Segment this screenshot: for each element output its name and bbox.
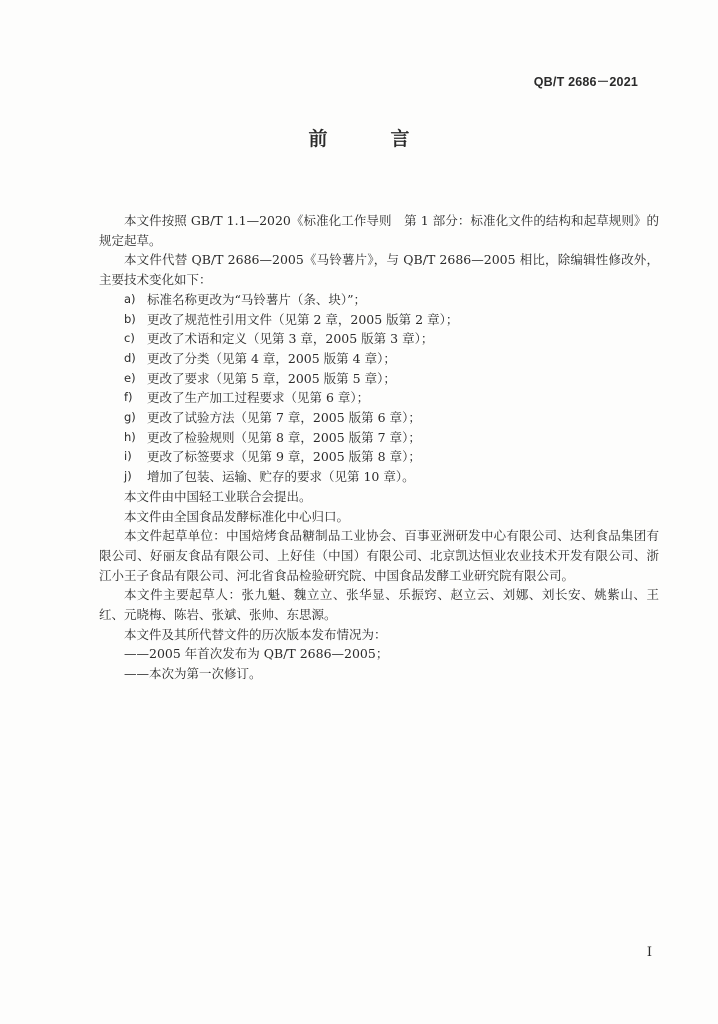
list-marker: d) [124, 350, 136, 365]
list-item [99, 388, 659, 408]
list-marker: b) [124, 311, 136, 326]
list-item-text: 更改了标签要求（见第 9 章，2005 版第 8 章）； [147, 449, 421, 465]
page-title: 前 言 [308, 128, 432, 150]
paragraph-replacement: 本文件代替 QB/T 2686—2005《马铃薯片》，与 QB/T 2686—2005 相比，除编辑性修改外，主要技术变化如下： [99, 252, 659, 288]
list-item-text: 标准名称更改为“马铃薯片（条、块）”； [147, 291, 367, 307]
paragraph-drafting-rules: 本文件按照 GB/T 1.1—2020《标准化工作导则 第 1 部分：标准化文件的结构和起草规则》的规定起草。 [99, 213, 659, 248]
list-item-text: 增加了包装、运输、贮存的要求（见第 10 章）。 [147, 469, 415, 485]
history-item: ——本次为第一次修订。 [124, 666, 262, 682]
list-item-text: 更改了要求（见第 5 章，2005 版第 5 章）； [147, 370, 396, 386]
changes-list [99, 290, 659, 487]
paragraph-drafting-organizations: 本文件起草单位：中国焙烤食品糖制品工业协会、百事亚洲研发中心有限公司、达利食品集团有限公司、好丽友食品有限公司、上好佳（中国）有限公司、北京凯达恒业农业技术开发有限公司、浙江小王子食品有限公司、河北省食品检验研究院、中国食品发酵工业研究院有限公司。 [99, 528, 659, 583]
list-item [99, 447, 659, 467]
list-item [99, 349, 659, 369]
list-item-text: 更改了检验规则（见第 8 章，2005 版第 7 章）； [147, 429, 421, 445]
paragraph-version-history: 本文件及其所代替文件的历次版本发布情况为： [124, 626, 387, 642]
list-item [99, 408, 659, 428]
list-marker: j) [124, 469, 132, 484]
history-item: ——2005 年首次发布为 QB/T 2686—2005； [124, 646, 389, 662]
list-item [99, 329, 659, 349]
list-marker: g) [124, 410, 136, 425]
list-marker: e) [124, 370, 136, 385]
list-marker: i) [124, 449, 132, 464]
list-item [99, 369, 659, 389]
list-item [99, 290, 659, 310]
list-marker: h) [124, 429, 136, 444]
paragraph-proposer: 本文件由中国轻工业联合会提出。 [124, 488, 312, 504]
list-item-text: 更改了术语和定义（见第 3 章，2005 版第 3 章）； [147, 331, 434, 347]
list-item [99, 428, 659, 448]
list-item [99, 310, 659, 330]
document-body [99, 211, 659, 684]
list-item-text: 更改了生产加工过程要求（见第 6 章）； [147, 390, 370, 406]
list-marker: c) [124, 331, 135, 346]
list-item-text: 更改了分类（见第 4 章，2005 版第 4 章）； [147, 350, 396, 366]
page-number: I [646, 945, 652, 960]
standard-code: QB/T 2686－2021 [533, 75, 638, 89]
list-item-text: 更改了规范性引用文件（见第 2 章，2005 版第 2 章）； [147, 311, 459, 327]
list-marker: a) [124, 291, 136, 306]
list-item [99, 467, 659, 487]
paragraph-centralized-by: 本文件由全国食品发酵标准化中心归口。 [124, 508, 350, 524]
paragraph-main-drafters: 本文件主要起草人：张九魁、魏立立、张华显、乐振窍、赵立云、刘娜、刘长安、姚紫山、王红、元晓梅、陈岩、张斌、张帅、东思源。 [99, 587, 659, 623]
list-marker: f) [124, 390, 133, 405]
list-item-text: 更改了试验方法（见第 7 章，2005 版第 6 章）； [147, 410, 421, 426]
